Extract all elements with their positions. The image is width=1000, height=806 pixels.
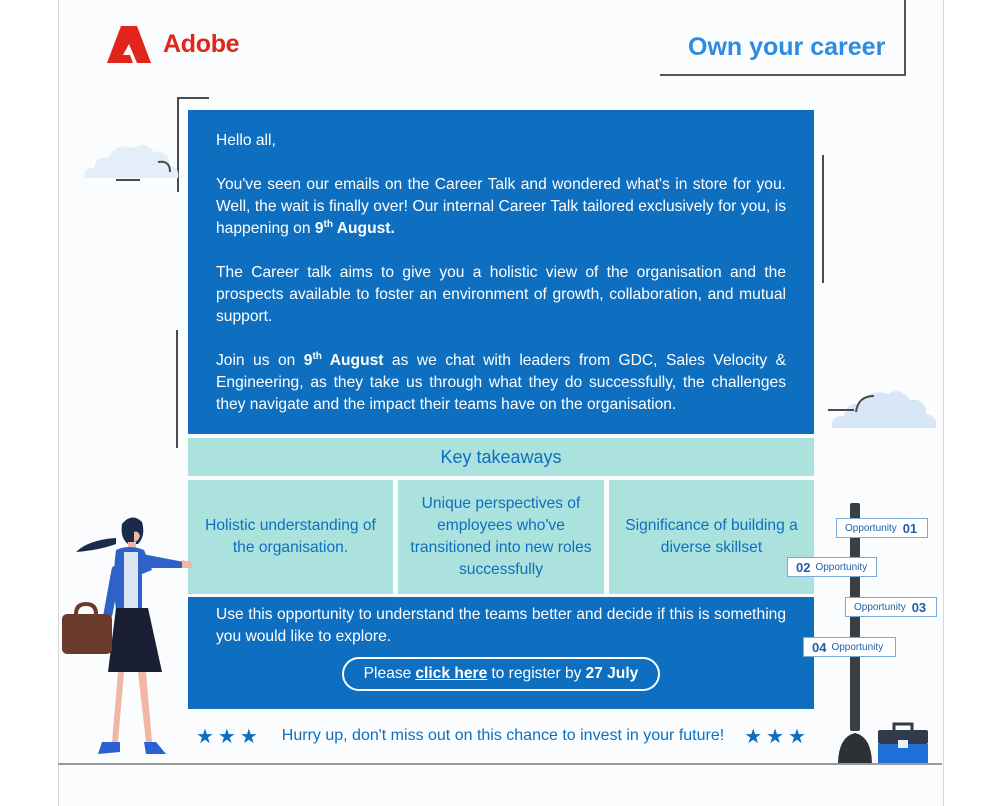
signpost-sign <box>845 597 937 617</box>
sign-number: 01 <box>902 520 918 536</box>
register-mid: to register by <box>491 665 582 682</box>
adobe-logo <box>107 26 239 63</box>
woman-with-briefcase-illustration <box>58 510 198 766</box>
signpost-sign <box>803 637 896 657</box>
intro-panel <box>188 110 814 434</box>
greeting: Hello all, <box>216 132 276 149</box>
intro-paragraph-2: The Career talk aims to give you a holistic view of the organisation and the prospects available to foster an environment of growth, collaboration, and mutual support. <box>216 264 786 325</box>
cta-text: Use this opportunity to understand the teams better and decide if this is something you would like to explore. <box>216 606 786 645</box>
takeaway-card: Significance of building a diverse skillset <box>609 480 814 594</box>
star-icon: ★★★ <box>196 725 262 748</box>
register-prefix: Please <box>363 665 412 682</box>
key-takeaways-heading: Key takeaways <box>188 438 814 476</box>
sign-label: Opportunity <box>845 522 897 534</box>
signpost-icon <box>838 503 872 765</box>
adobe-logo-icon <box>107 26 151 63</box>
footer-text: Hurry up, don't miss out on this chance to invest in your future! <box>281 727 725 744</box>
sign-number: 04 <box>812 639 827 655</box>
toolbox-icon <box>876 722 930 766</box>
sign-number: 02 <box>796 559 811 575</box>
register-link[interactable]: click here <box>415 665 488 682</box>
signpost-sign <box>836 518 928 538</box>
tagline: Own your career <box>688 33 886 61</box>
cloud-icon <box>826 382 940 432</box>
footer-banner <box>188 724 814 748</box>
intro-paragraph-1 <box>216 174 786 240</box>
sign-label: Opportunity <box>854 601 906 613</box>
sign-label: Opportunity <box>831 641 884 653</box>
takeaway-card: Unique perspectives of employees who've transitioned into new roles successfully <box>398 480 604 594</box>
event-date: 9th August. <box>314 219 395 237</box>
logo-text: Adobe <box>163 30 240 58</box>
star-icon: ★★★ <box>744 725 810 748</box>
cloud-icon <box>78 138 182 182</box>
sign-label: Opportunity <box>815 561 868 573</box>
signpost-sign <box>787 557 877 577</box>
bottom-divider <box>58 763 942 765</box>
register-button[interactable] <box>342 657 660 691</box>
cta-panel <box>188 597 814 709</box>
frame-side-line <box>822 155 824 283</box>
register-deadline: 27 July <box>585 665 639 682</box>
frame-side-line <box>176 330 178 448</box>
intro-paragraph-3: Join us on 9th August as we chat with leaders from GDC, Sales Velocity & Engineering, as they take us through what they do successfully, the challenges they navigate and the impact their teams have on the organisation. <box>216 351 786 413</box>
intro-text: You've seen our emails on the Career Talk and wondered what's in store for you. Well, the wait is finally over! Our internal Career Talk tailored exclusively for you, is happening on <box>216 176 786 237</box>
takeaway-card: Holistic understanding of the organisation. <box>188 480 393 594</box>
sign-number: 03 <box>911 599 927 615</box>
frame-corner-line <box>177 97 209 99</box>
event-date: 9th August <box>303 351 384 369</box>
